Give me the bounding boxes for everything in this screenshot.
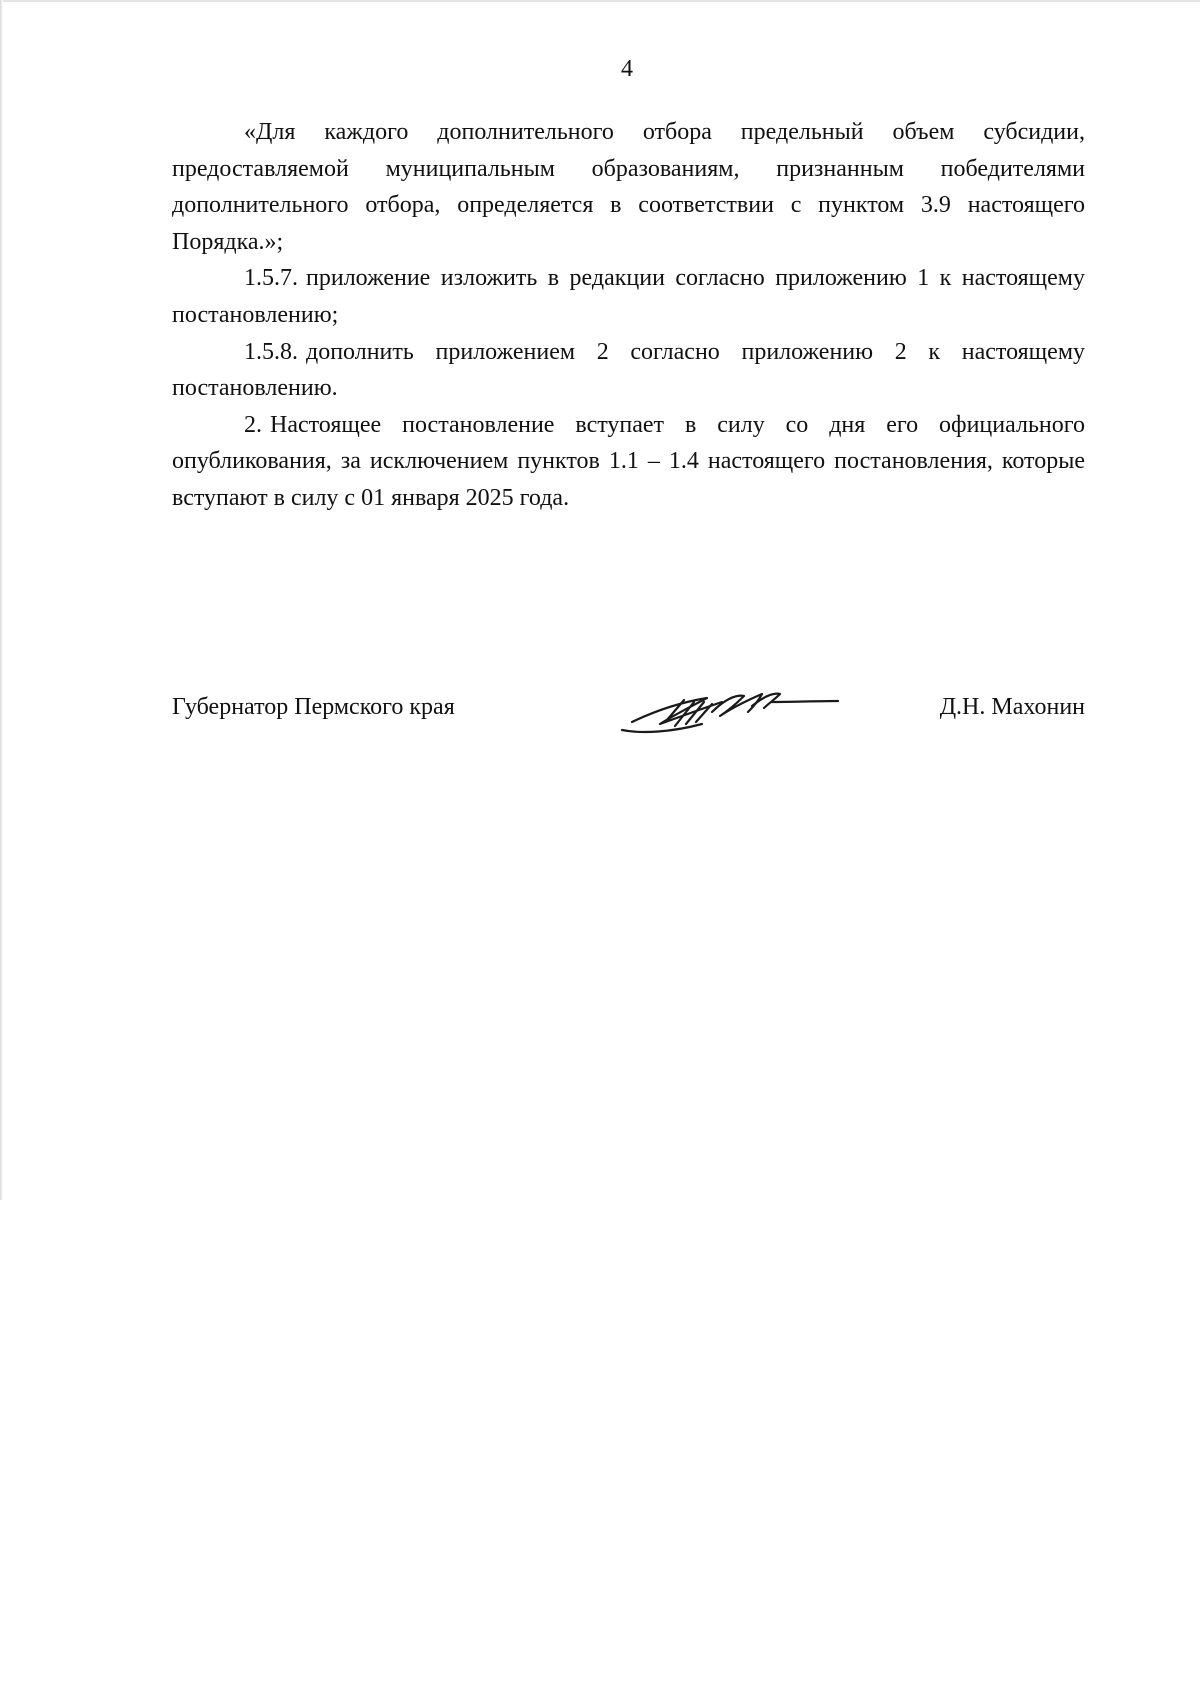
scan-edge-top [0, 0, 1200, 2]
paragraph-1-5-8 [172, 334, 1085, 407]
paragraph-text: дополнить приложением 2 согласно приложению 2 к настоящему постановлению. [172, 338, 1085, 402]
paragraph-number: 1.5.8. [244, 338, 298, 365]
paragraph-text: приложение изложить в редакции согласно приложению 1 к настоящему постановлению; [172, 265, 1085, 328]
paragraph-subsidy-limit [172, 114, 1085, 260]
paragraph-1-5-7 [172, 260, 1085, 333]
document-body [172, 114, 1085, 517]
paragraph-number: 2. [244, 411, 262, 438]
handwritten-signature [612, 672, 842, 742]
paragraph-2-effective-date [172, 407, 1085, 517]
paragraph-text: Настоящее постановление вступает в силу со дня его официального опубликования, за исключением пунктов 1.1 – 1.4 настоящего постановления, которые вступают в силу с 01 января 2025 года. [172, 411, 1085, 511]
signatory-name: Д.Н. Махонин [939, 694, 1085, 720]
signature-block [172, 694, 1085, 754]
scan-edge-left [0, 0, 3, 1200]
page-number: 4 [621, 56, 633, 82]
paragraph-number: 1.5.7. [244, 265, 298, 292]
signatory-position: Губернатор Пермского края [172, 694, 455, 720]
paragraph-text: «Для каждого дополнительного отбора предельный объем субсидии, предоставляемой муниципальным образованиям, признанным победителями дополнительного отбора, определяется в соответствии с пунктом 3.9 настоящего Порядка.»; [172, 119, 1085, 255]
